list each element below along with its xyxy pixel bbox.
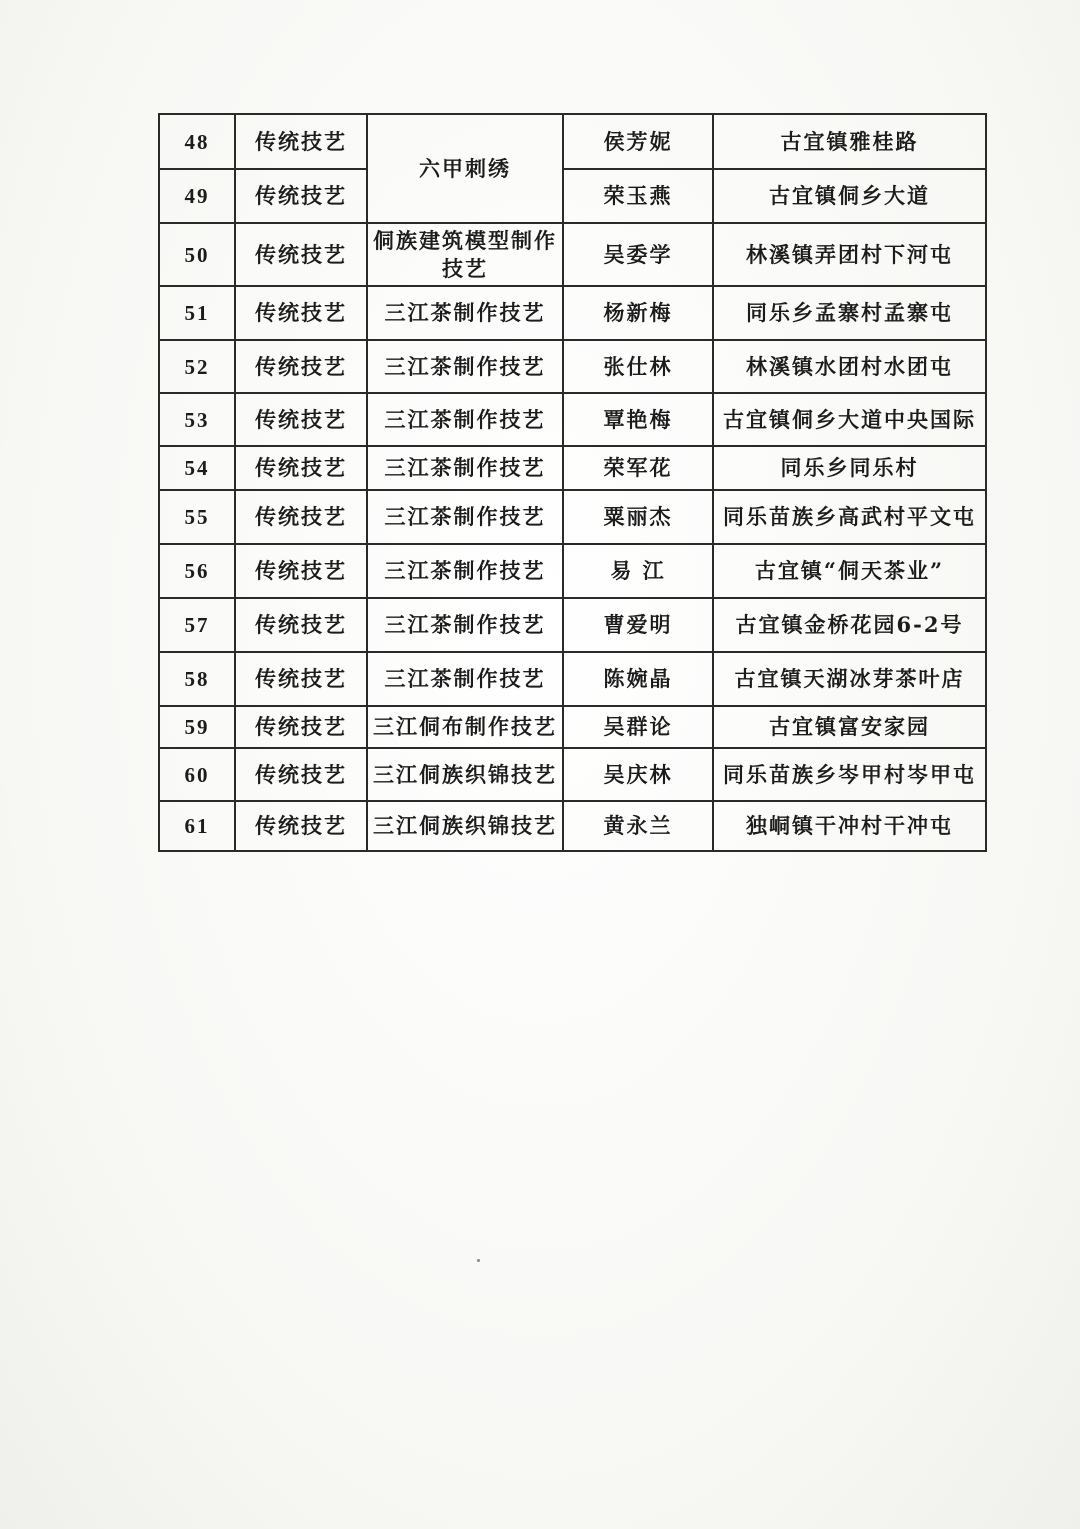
item-cell: 三江茶制作技艺 [367, 652, 563, 706]
address-cell: 古宜镇侗乡大道 [713, 169, 986, 223]
name-cell: 荣玉燕 [563, 169, 713, 223]
category-cell: 传统技艺 [235, 490, 367, 544]
address-cell: 同乐苗族乡岑甲村岑甲屯 [713, 748, 986, 801]
item-cell: 六甲刺绣 [367, 114, 563, 223]
item-cell: 三江茶制作技艺 [367, 598, 563, 652]
category-cell: 传统技艺 [235, 544, 367, 598]
item-cell: 三江侗族织锦技艺 [367, 748, 563, 801]
address-cell: 林溪镇水团村水团屯 [713, 340, 986, 393]
table-row [159, 598, 986, 652]
category-cell: 传统技艺 [235, 169, 367, 223]
table-row [159, 748, 986, 801]
address-cell: 林溪镇弄团村下河屯 [713, 223, 986, 286]
table-row [159, 169, 986, 223]
address-cell: 古宜镇雅桂路 [713, 114, 986, 169]
address-cell: 同乐乡孟寨村孟寨屯 [713, 286, 986, 340]
name-cell: 荣军花 [563, 446, 713, 490]
category-cell: 传统技艺 [235, 286, 367, 340]
inheritor-table [158, 113, 987, 852]
item-cell: 三江茶制作技艺 [367, 393, 563, 446]
address-cell: 同乐苗族乡高武村平文屯 [713, 490, 986, 544]
table-row [159, 801, 986, 851]
table-row [159, 446, 986, 490]
name-cell: 黄永兰 [563, 801, 713, 851]
name-cell: 吴庆林 [563, 748, 713, 801]
row-number: 49 [159, 169, 235, 223]
table-row [159, 706, 986, 748]
name-cell: 曹爱明 [563, 598, 713, 652]
item-cell: 三江茶制作技艺 [367, 490, 563, 544]
name-cell: 张仕林 [563, 340, 713, 393]
row-number: 55 [159, 490, 235, 544]
item-cell: 三江茶制作技艺 [367, 544, 563, 598]
table-row [159, 340, 986, 393]
name-cell: 吴群论 [563, 706, 713, 748]
category-cell: 传统技艺 [235, 114, 367, 169]
item-cell: 三江侗族织锦技艺 [367, 801, 563, 851]
item-cell: 三江茶制作技艺 [367, 286, 563, 340]
table-row [159, 114, 986, 169]
table-row [159, 286, 986, 340]
row-number: 58 [159, 652, 235, 706]
row-number: 57 [159, 598, 235, 652]
table-row [159, 652, 986, 706]
table-row [159, 490, 986, 544]
address-cell: 古宜镇侗乡大道中央国际 [713, 393, 986, 446]
row-number: 54 [159, 446, 235, 490]
row-number: 59 [159, 706, 235, 748]
row-number: 60 [159, 748, 235, 801]
address-cell: 独峒镇干冲村干冲屯 [713, 801, 986, 851]
table-row [159, 223, 986, 286]
name-cell: 杨新梅 [563, 286, 713, 340]
name-cell: 侯芳妮 [563, 114, 713, 169]
item-cell: 三江侗布制作技艺 [367, 706, 563, 748]
row-number: 61 [159, 801, 235, 851]
address-cell: 古宜镇“侗天茶业” [713, 544, 986, 598]
row-number: 50 [159, 223, 235, 286]
row-number: 52 [159, 340, 235, 393]
address-cell: 古宜镇金桥花园6-2号 [713, 598, 986, 652]
item-cell: 侗族建筑模型制作技艺 [367, 223, 563, 286]
row-number: 51 [159, 286, 235, 340]
row-number: 53 [159, 393, 235, 446]
row-number: 56 [159, 544, 235, 598]
item-cell: 三江茶制作技艺 [367, 446, 563, 490]
address-cell: 古宜镇天湖冰芽茶叶店 [713, 652, 986, 706]
name-cell: 易 江 [563, 544, 713, 598]
category-cell: 传统技艺 [235, 748, 367, 801]
name-cell: 覃艳梅 [563, 393, 713, 446]
category-cell: 传统技艺 [235, 652, 367, 706]
category-cell: 传统技艺 [235, 598, 367, 652]
category-cell: 传统技艺 [235, 223, 367, 286]
address-cell: 古宜镇富安家园 [713, 706, 986, 748]
row-number: 48 [159, 114, 235, 169]
category-cell: 传统技艺 [235, 446, 367, 490]
name-cell: 粟丽杰 [563, 490, 713, 544]
address-cell: 同乐乡同乐村 [713, 446, 986, 490]
category-cell: 传统技艺 [235, 340, 367, 393]
item-cell: 三江茶制作技艺 [367, 340, 563, 393]
category-cell: 传统技艺 [235, 801, 367, 851]
name-cell: 陈婉晶 [563, 652, 713, 706]
category-cell: 传统技艺 [235, 393, 367, 446]
table-row [159, 393, 986, 446]
scan-speck [477, 1259, 480, 1262]
name-cell: 吴委学 [563, 223, 713, 286]
table-row [159, 544, 986, 598]
category-cell: 传统技艺 [235, 706, 367, 748]
